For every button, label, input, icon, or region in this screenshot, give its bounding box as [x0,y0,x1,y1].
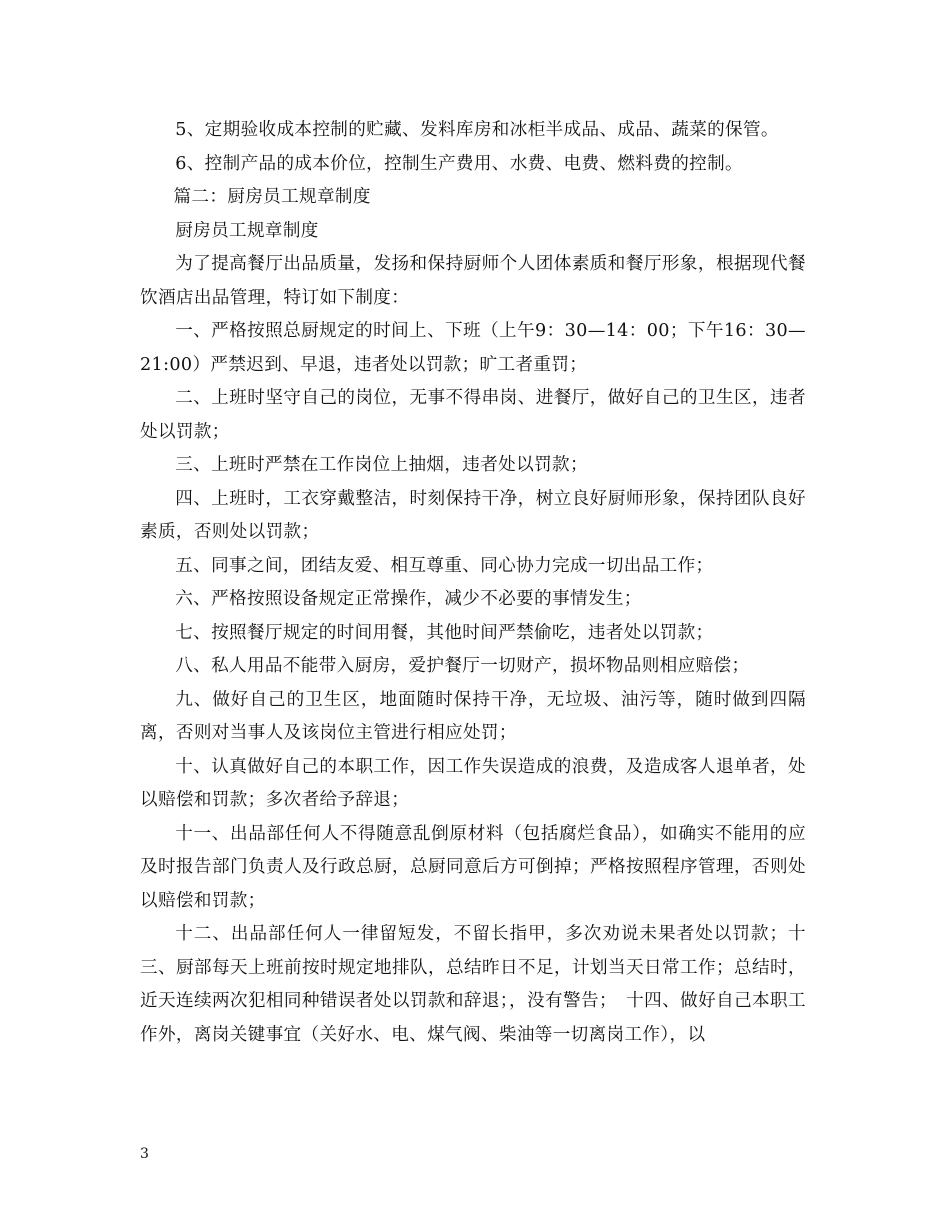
rule-1: 一、严格按照总厨规定的时间上、下班（上午9：30—14：00；下午16：30—21:00）严禁迟到、早退，违者处以罚款；旷工者重罚； [140,321,806,375]
document-title: 厨房员工规章制度 [175,220,319,241]
page-number: 3 [140,1146,149,1162]
rule-10: 十、认真做好自己的本职工作，因工作失误造成的浪费，及造成客人退单者，处以赔偿和罚款；多次者给予辞退； [140,756,806,810]
paragraph-item-6: 6、控制产品的成本价位，控制生产费用、水费、电费、燃料费的控制。 [175,153,743,174]
rule-2: 二、上班时坚守自己的岗位，无事不得串岗、进餐厅，做好自己的卫生区，违者处以罚款； [140,388,806,442]
rule-8: 八、私人用品不能带入厨房，爱护餐厅一切财产，损坏物品则相应赔偿； [175,656,750,676]
intro-paragraph: 为了提高餐厅出品质量，发扬和保持厨师个人团体素质和餐厅形象，根据现代餐饮酒店出品管理，特订如下制度： [140,254,806,308]
rule-12-14-continued: 十二、出品部任何人一律留短发，不留长指甲，多次劝说未果者处以罚款；十三、厨部每天上班前按时规定地排队，总结昨日不足，计划当天日常工作；总结时，近天连续两次犯相同种错误者处以罚款和辞退；，没有警告； 十四、做好自己本职工作外，离岗关键事宜（关好水、电、煤气阀、柴油等一切离岗工作），以 [140,924,806,1045]
rule-9: 九、做好自己的卫生区，地面随时保持干净，无垃圾、油污等，随时做到四隔离，否则对当事人及该岗位主管进行相应处罚； [140,689,806,743]
rule-7: 七、按照餐厅规定的时间用餐，其他时间严禁偷吃，违者处以罚款； [175,622,714,643]
document-body [140,114,806,1052]
rule-4: 四、上班时，工衣穿戴整洁，时刻保持干净，树立良好厨师形象，保持团队良好素质，否则处以罚款； [140,488,806,542]
rule-6: 六、严格按照设备规定正常操作，减少不必要的事情发生； [175,589,642,609]
rule-11: 十一、出品部任何人不得随意乱倒原材料（包括腐烂食品），如确实不能用的应及时报告部门负责人及行政总厨，总厨同意后方可倒掉；严格按照程序管理，否则处以赔偿和罚款； [140,823,806,911]
section-title: 篇二：厨房员工规章制度 [173,187,371,207]
rule-5: 五、同事之间，团结友爱、相互尊重、同心协力完成一切出品工作； [175,555,714,576]
rule-3: 三、上班时严禁在工作岗位上抽烟，违者处以罚款； [175,455,588,475]
paragraph-item-5: 5、定期验收成本控制的贮藏、发料库房和冰柜半成品、成品、蔬菜的保管。 [175,120,779,140]
